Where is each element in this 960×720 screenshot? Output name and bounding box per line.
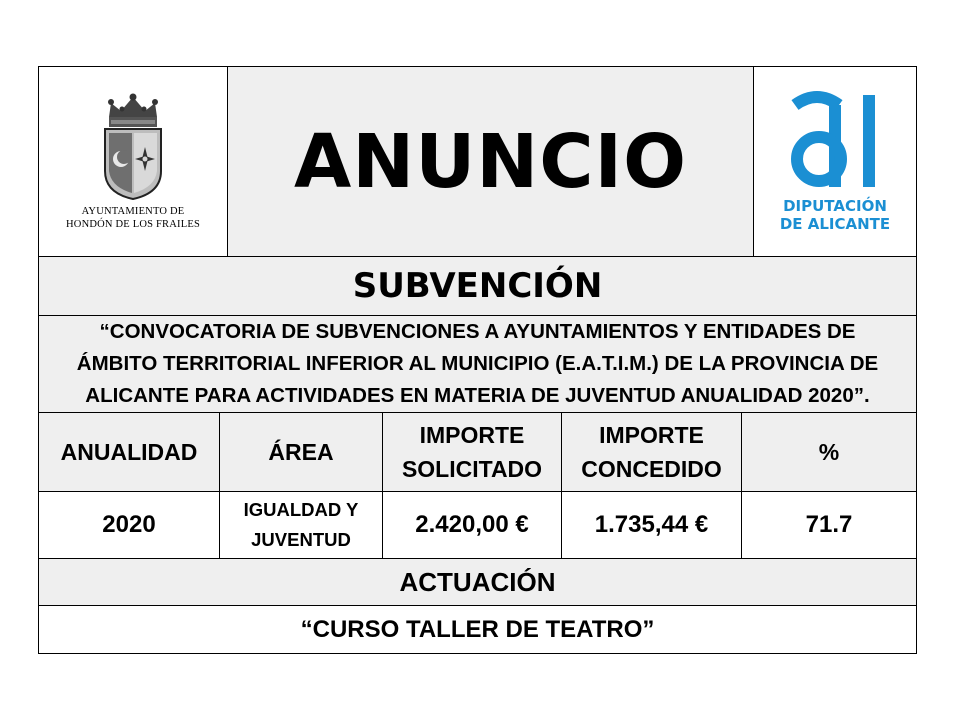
header-importe-concedido [561,412,742,492]
header-area [219,412,383,492]
ayuntamiento-line-1: AYUNTAMIENTO DE [81,205,185,217]
cell-anualidad [38,491,220,559]
ayuntamiento-name [66,205,200,231]
header-anualidad [38,412,220,492]
actuacion-heading-cell [38,558,917,606]
cell-importe-concedido [561,491,742,559]
cell-area [219,491,383,559]
ayuntamiento-line-2: HONDÓN DE LOS FRAILES [66,218,200,230]
actuacion-value: “CURSO TALLER DE TEATRO” [300,615,655,643]
subvencion-heading: SUBVENCIÓN [352,266,603,306]
actuacion-heading: ACTUACIÓN [399,566,556,597]
convocatoria-cell [38,315,917,413]
page-title: ANUNCIO [294,118,687,205]
table-cell-value: 71.7 [805,511,853,538]
diputacion-line-1: DIPUTACIÓN [783,196,887,215]
table-header-label: ÁREA [268,439,334,465]
diputacion-line-2: DE ALICANTE [779,214,891,233]
subvencion-heading-cell [38,256,917,316]
diputacion-logo [753,66,917,257]
actuacion-value-cell [38,605,917,654]
table-cell-value: IGUALDAD Y JUVENTUD [243,499,359,550]
diputacion-name [780,197,890,233]
header-importe-solicitado [382,412,562,492]
table-header-label: % [818,439,840,465]
title-cell [227,66,754,257]
cell-percent [741,491,917,559]
table-cell-value: 1.735,44 € [594,511,709,538]
convocatoria-text: “CONVOCATORIA DE SUBVENCIONES A AYUNTAMIENTOS Y ENTIDADES DE ÁMBITO TERRITORIAL INFERIOR AL MUNICIPIO (E.A.T.I.M.) DE LA PROVINCIA DE ALICANTE PARA ACTIVIDADES EN MATERIA DE JUVENTUD ANUALIDAD 2020”. [76,320,879,407]
table-header-label: ANUALIDAD [60,439,198,465]
ayuntamiento-logo [38,66,228,257]
table-header-label: IMPORTE SOLICITADO [401,422,543,482]
announcement-sheet [38,66,917,654]
header-percent [741,412,917,492]
cell-importe-solicitado [382,491,562,559]
diputacion-logo-icon [789,91,881,191]
table-cell-value: 2.420,00 € [415,511,529,538]
table-cell-value: 2020 [102,511,156,538]
coat-of-arms-icon [97,93,169,201]
table-header-label: IMPORTE CONCEDIDO [581,422,722,482]
